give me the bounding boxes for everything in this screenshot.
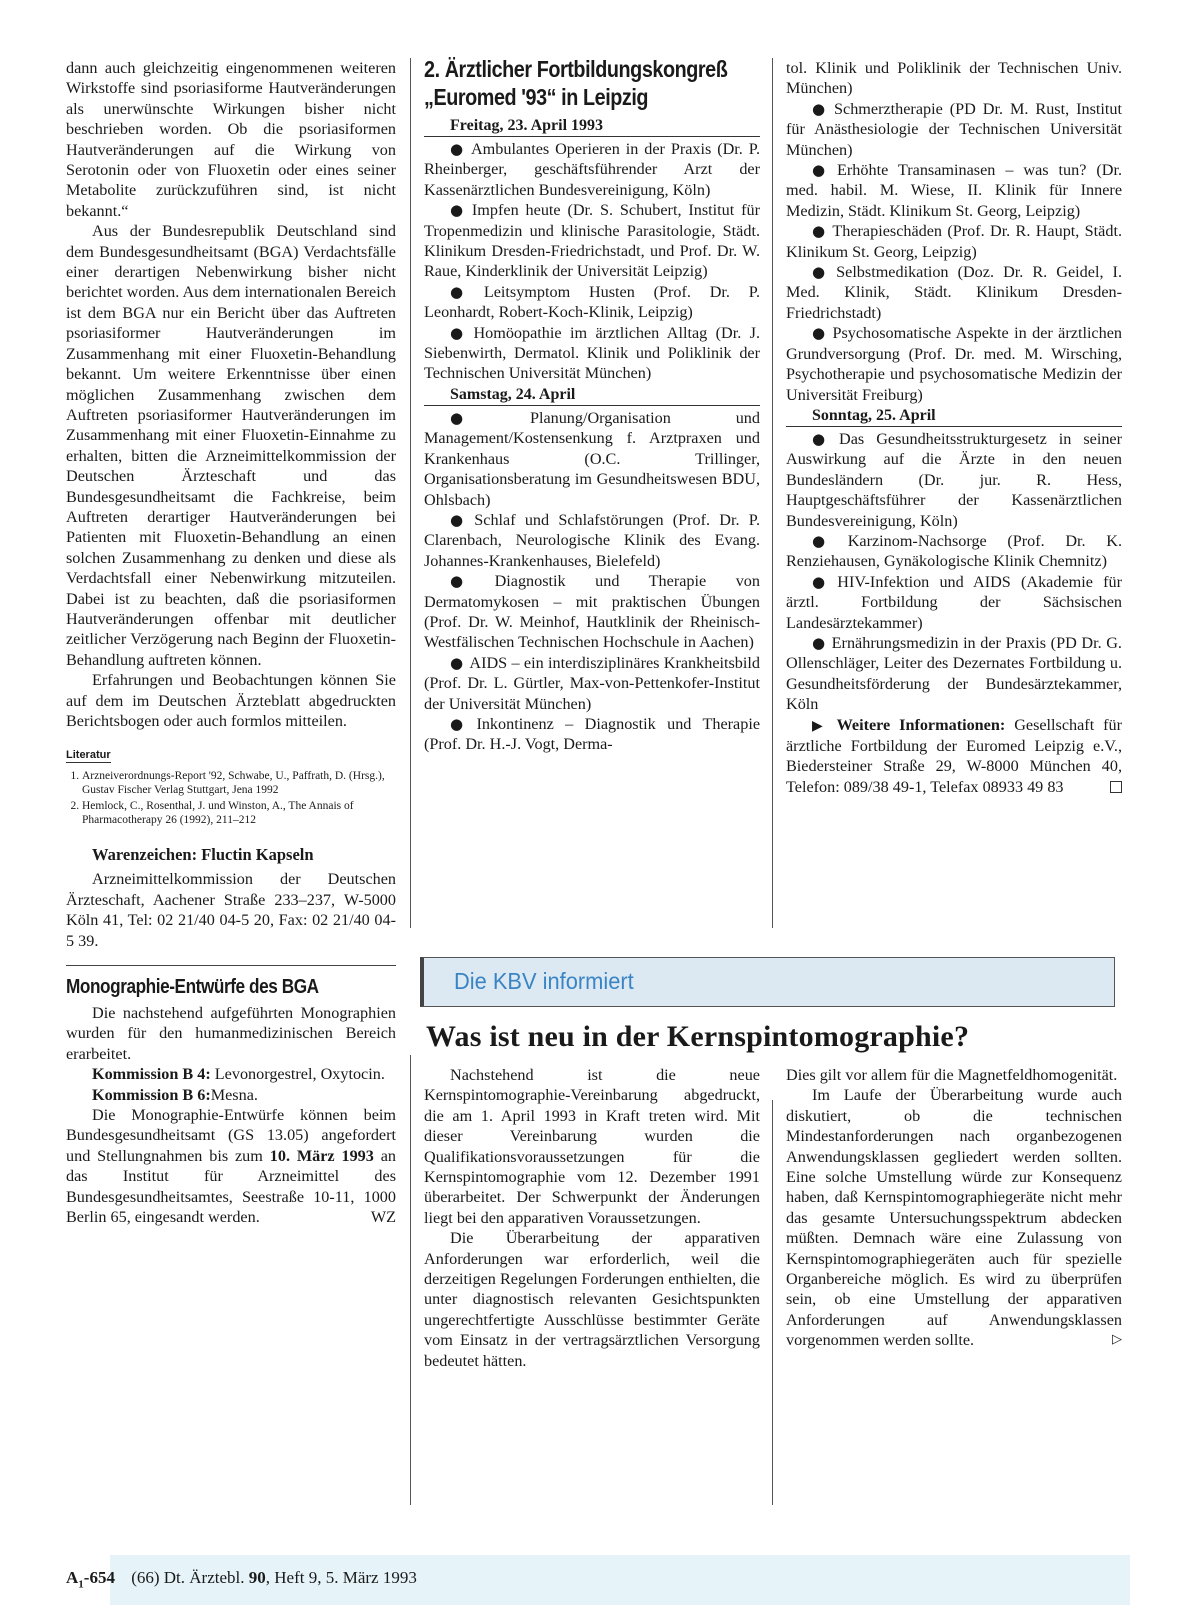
paragraph: [66, 1064, 396, 1084]
commission-text: Mesna.: [210, 1085, 258, 1104]
program-item: [786, 262, 1122, 323]
paragraph: Die nachstehend aufgeführten Monographien wurden für den humanmedizinischen Bereich erarbeitet.: [66, 1004, 396, 1063]
paragraph: dann auch gleichzeitig eingenommenen weiteren Wirkstoffe sind psoriasiforme Hautveränderungen als unerwünschte Wirkungen bisher nicht beschrieben worden. Ob die psoriasiformen Hautveränderungen auf die Wirkung von Serotonin oder von Fluoxetin oder eines seiner Metabolite zurückzuführen sind, ist nicht bekannt.“: [66, 59, 396, 220]
column-middle: [424, 55, 760, 755]
kbv-banner: [420, 957, 1115, 1007]
citation-text: (66) Dt. Ärztebl.: [131, 1568, 249, 1587]
program-item-text: HIV-Infektion und AIDS (Akademie für ärztl. Fortbildung der Sächsischen Landesärztekammer): [786, 572, 1122, 632]
paragraph: Erfahrungen und Beobachtungen können Sie auf dem im Deutschen Ärzteblatt abgedruckten Berichtsbogen oder auch formlos mitteilen.: [66, 671, 396, 730]
bullet-icon: ●: [450, 282, 478, 301]
citation-text: , Heft 9, 5. März 1993: [265, 1568, 417, 1587]
program-item-text: Ernährungsmedizin in der Praxis (PD Dr. G. Ollenschläger, Leiter des Dezernates Fortbildung u. Gesundheitsförderung der Bundesärztekammer, Köln: [786, 633, 1122, 714]
paragraph: Dies gilt vor allem für die Magnetfeldhomogenität.: [786, 1066, 1118, 1084]
program-item: [424, 653, 760, 714]
program-item-text: Diagnostik und Therapie von Dermatomykosen – mit praktischen Übungen (Prof. Dr. W. Meinhof, Hautklinik der Rheinisch-Westfälischen Technischen Hochschule in Aachen): [424, 572, 760, 652]
bullet-icon: ●: [812, 263, 831, 282]
program-item: [424, 139, 760, 200]
program-item: [424, 408, 760, 510]
paragraph: [786, 1085, 1122, 1350]
more-info: [786, 715, 1122, 798]
day-heading-sunday: Sonntag, 25. April: [786, 405, 1122, 427]
literature-section: [66, 745, 396, 827]
program-item: [424, 200, 760, 282]
program-item-text: Inkontinenz – Diagnostik und Therapie (Prof. Dr. H.-J. Vogt, Derma-: [424, 714, 760, 754]
paragraph: Aus der Bundesrepublik Deutschland sind dem Bundesgesundheitsamt (BGA) Verdachtsfälle einer derartigen Nebenwirkung bisher nicht berichtet worden. Aus dem internationalen Bereich ist dem BGA nur ein Bericht über das Auftreten psoriasiformer Hautveränderungen im Zusammenhang mit einer Fluoxetin-Behandlung bekannt. Um weitere Erkenntnisse über einen möglichen Zusammenhang zwischen dem Auftreten psoriasiformer Hautveränderungen im Zusammenhang mit einer Fluoxetin-Einnahme zu erhalten, bitten die Arzneimittelkommission der Deutschen Ärzteschaft und das Bundesgesundheitsamt die Fachkreise, beim Auftreten derartiger Hautveränderungen bei Patienten mit Fluoxetin-Behandlung an einen solchen Zusammenhang zu denken und diese als Verdachtsfall einer Nebenwirkung mitzuteilen. Dabei ist zu beachten, daß die psoriasiformen Hautveränderungen offenbar mit deutlicher zeitlicher Verzögerung nach Beginn der Fluoxetin-Behandlung auftreten können.: [66, 222, 396, 669]
bullet-icon: ●: [812, 222, 827, 241]
text-span: Die Monographie-Entwürfe können beim Bundesgesundheitsamt (GS 13.05) angefordert und Stellungnahmen bis zum: [66, 1106, 396, 1165]
program-item: [786, 221, 1122, 262]
program-item: [424, 510, 760, 571]
literature-title: Literatur: [66, 749, 111, 762]
program-item-text: Impfen heute (Dr. S. Schubert, Institut für Tropenmedizin und klinische Parasitologie, Städt. Klinikum Dresden-Friedrichstadt, und Prof. Dr. W. Raue, Kinderklinik der Universität Leipzig): [424, 201, 760, 281]
deadline-date: 10. März 1993: [269, 1146, 374, 1165]
arrow-right-icon: ▶: [812, 717, 828, 734]
column-right: [786, 58, 1122, 797]
paragraph-text: Im Laufe der Überarbeitung wurde auch diskutiert, ob die technischen Mindestanforderungen nach organbezogenen Anwendungsklassen gegliedert werden sollten. Eine solche Umstellung würde zur Konsequenz haben, daß Kernspintomographiegeräte nicht mehr das gesamte Untersuchungsspektrum abdecken müßten. Demnach wäre eine Zulassung von Kernspintomographiegeräten auch für spezielle Organbereiche möglich. Es wird zu überprüfen sein, ob eine Umstellung der apparativen Anforderungen auf Anwendungsklassen vorgenommen werden sollte.: [786, 1086, 1122, 1350]
page-number: -654: [83, 1568, 115, 1587]
program-item-text: Erhöhte Transaminasen – was tun? (Dr. med. habil. M. Wiese, II. Klinik für Innere Medizin, Städt. Klinikum St. Georg, Leipzig): [786, 161, 1122, 220]
day-heading-friday: Freitag, 23. April 1993: [424, 115, 760, 137]
program-item: [786, 99, 1122, 160]
author-signature: WZ: [370, 1208, 396, 1227]
program-item: [424, 282, 760, 323]
bullet-icon: ●: [450, 140, 465, 158]
bullet-icon: ●: [812, 99, 829, 118]
column-left: [66, 58, 396, 1228]
paragraph: Die Überarbeitung der apparativen Anforderungen war erforderlich, weil die derzeitigen Regelungen Forderungen enthielten, die unter diagnostisch relevanten Gesichtspunkten ungerechtfertigte Ausschlüsse bestimmter Geräte vom Einsatz in der vertragsärztlichen Versorgung bedeutet hätten.: [424, 1229, 760, 1370]
program-item-text: Homöopathie im ärztlichen Alltag (Dr. J. Siebenwirth, Dermatol. Klinik und Poliklinik der Technischen Universität München): [424, 323, 760, 383]
program-item: [786, 323, 1122, 405]
literature-item: 1. Arzneiverordnungs-Report '92, Schwabe, U., Paffrath, D. (Hrsg.), Gustav Fischer Verlag Stuttgart, Jena 1992: [82, 769, 396, 797]
text-span: an das Institut für Arzneimittel des Bundesgesundheitsamtes, Seestraße 10-11, 1000 Berlin 65, eingesandt werden.: [66, 1146, 397, 1227]
bullet-icon: ●: [450, 653, 464, 672]
column-rule: [410, 58, 411, 928]
bullet-icon: ●: [812, 429, 834, 448]
program-item: [424, 714, 760, 755]
trademark-title: Warenzeichen: Fluctin Kapseln: [92, 845, 314, 865]
day-heading-saturday: Samstag, 24. April: [424, 384, 760, 406]
more-info-text: Gesellschaft für ärztliche Fortbildung der Euromed Leipzig e.V., Biedersteiner Straße 29, W-8000 München 40, Telefon: 089/38 49-1, Telefax 08933 49 83: [786, 715, 1122, 796]
bullet-icon: ●: [812, 531, 842, 550]
column-rule: [772, 58, 773, 928]
column-rule: [772, 1100, 773, 1505]
paragraph: [66, 1105, 396, 1227]
paragraph: tol. Klinik und Poliklinik der Technischen Univ. München): [786, 59, 1122, 98]
bullet-icon: ●: [812, 572, 832, 591]
kbv-banner-text: Die KBV informiert: [454, 968, 634, 994]
program-item: [424, 571, 760, 653]
monograph-title: Monographie-Entwürfe des BGA: [66, 976, 319, 999]
program-item: [786, 531, 1122, 572]
commission-text: Levonorgestrel, Oxytocin.: [210, 1065, 385, 1084]
program-item-text: Selbstmedikation (Doz. Dr. R. Geidel, I. Med. Klinik, Städt. Klinikum Dresden-Friedrichstadt): [786, 263, 1122, 322]
bullet-icon: ●: [812, 161, 832, 180]
page-prefix-sub: 1: [78, 1578, 84, 1591]
bullet-icon: ●: [450, 323, 468, 342]
program-item-text: Schlaf und Schlafstörungen (Prof. Dr. P. Clarenbach, Neurologische Klinik des Evang. Johannes-Krankenhauses, Bielefeld): [424, 510, 760, 570]
program-item-text: Therapieschäden (Prof. Dr. R. Haupt, Städt. Klinikum St. Georg, Leipzig): [786, 222, 1122, 261]
program-item-text: Schmerztherapie (PD Dr. M. Rust, Institut für Anästhesiologie der Technischen Universität München): [786, 99, 1122, 159]
commission-label: Kommission B 6:: [92, 1085, 211, 1104]
program-item-text: Planung/Organisation und Management/Kostensenkung f. Arztpraxen und Krankenhaus (O.C. Trillinger, Organisationsberatung im Gesundheitswesen BDU, Ohlsbach): [424, 408, 760, 509]
kbv-headline: Was ist neu in der Kernspintomographie?: [426, 1020, 970, 1053]
congress-title-line: 2. Ärztlicher Fortbildungskongreß: [424, 56, 728, 82]
bullet-icon: ●: [450, 510, 469, 529]
continue-arrow-icon: ▷: [1112, 1332, 1122, 1348]
congress-title-line: „Euromed '93“ in Leipzig: [424, 84, 649, 110]
kbv-column-b: [786, 1065, 1122, 1351]
article-fluoxetin: [66, 58, 396, 731]
monograph-section: [66, 965, 396, 1227]
literature-item: 2. Hemlock, C., Rosenthal, J. und Winston, A., The Annais of Pharmacotherapy 26 (1992), 211–212: [82, 799, 396, 827]
program-item-text: Das Gesundheitsstrukturgesetz in seiner Auswirkung auf die Ärzte in den neuen Bundesländern (Dr. jur. R. Hess, Hauptgeschäftsführer der Kassenärztlichen Bundesvereinigung, Köln): [786, 429, 1122, 530]
kbv-column-a: [424, 1065, 760, 1371]
footer-citation: [66, 1568, 417, 1590]
program-item-text: Leitsymptom Husten (Prof. Dr. P. Leonhardt, Robert-Koch-Klinik, Leipzig): [424, 282, 760, 322]
page-prefix: A: [66, 1568, 79, 1587]
column-rule: [410, 1055, 411, 1505]
bullet-icon: ●: [812, 324, 827, 343]
bullet-icon: ●: [450, 408, 524, 427]
congress-title: [424, 55, 768, 111]
program-item-text: Karzinom-Nachsorge (Prof. Dr. K. Renziehausen, Gynäkologische Klinik Chemnitz): [786, 531, 1122, 571]
trademark-text: Arzneimittelkommission der Deutschen Ärzteschaft, Aachener Straße 233–237, W-5000 Köln 41, Tel: 02 21/40 04-5 20, Fax: 02 21/40 04-5 39.: [66, 870, 396, 950]
more-info-label: Weitere Informationen:: [836, 715, 1006, 734]
program-item: [786, 633, 1122, 715]
literature-list: [66, 769, 396, 827]
commission-label: Kommission B 4:: [92, 1065, 211, 1084]
program-item: [786, 572, 1122, 633]
program-item-text: Psychosomatische Aspekte in der ärztlichen Grundversorgung (Prof. Dr. med. M. Wirsching, Psychotherapie und psychosomatische Medizin der Universität Freiburg): [786, 324, 1122, 404]
program-item: [786, 429, 1122, 531]
paragraph: Nachstehend ist die neue Kernspintomographie-Vereinbarung abgedruckt, die am 1. April 1993 in Kraft treten wird. Mit dieser Vereinbarung wurden die Qualifikationsvoraussetzungen für die Kernspintomographie vom 12. Dezember 1991 überarbeitet. Der Schwerpunkt der Änderungen liegt bei den apparativen Voraussetzungen.: [424, 1066, 760, 1227]
bullet-icon: ●: [450, 572, 489, 591]
end-mark-icon: [1110, 781, 1122, 793]
volume-number: 90: [248, 1568, 266, 1587]
program-item-text: AIDS – ein interdisziplinäres Krankheitsbild (Prof. Dr. L. Gürtler, Max-von-Pettenkofer-Institut der Universität München): [424, 653, 760, 713]
bullet-icon: ●: [812, 633, 826, 652]
program-item-text: Ambulantes Operieren in der Praxis (Dr. P. Rheinberger, geschäftsführender Arzt der Kassenärztlichen Bundesvereinigung, Köln): [424, 140, 761, 199]
program-item: [424, 323, 760, 384]
bullet-icon: ●: [450, 201, 466, 220]
bullet-icon: ●: [450, 714, 471, 733]
program-item: [786, 160, 1122, 221]
paragraph: [66, 1085, 396, 1105]
